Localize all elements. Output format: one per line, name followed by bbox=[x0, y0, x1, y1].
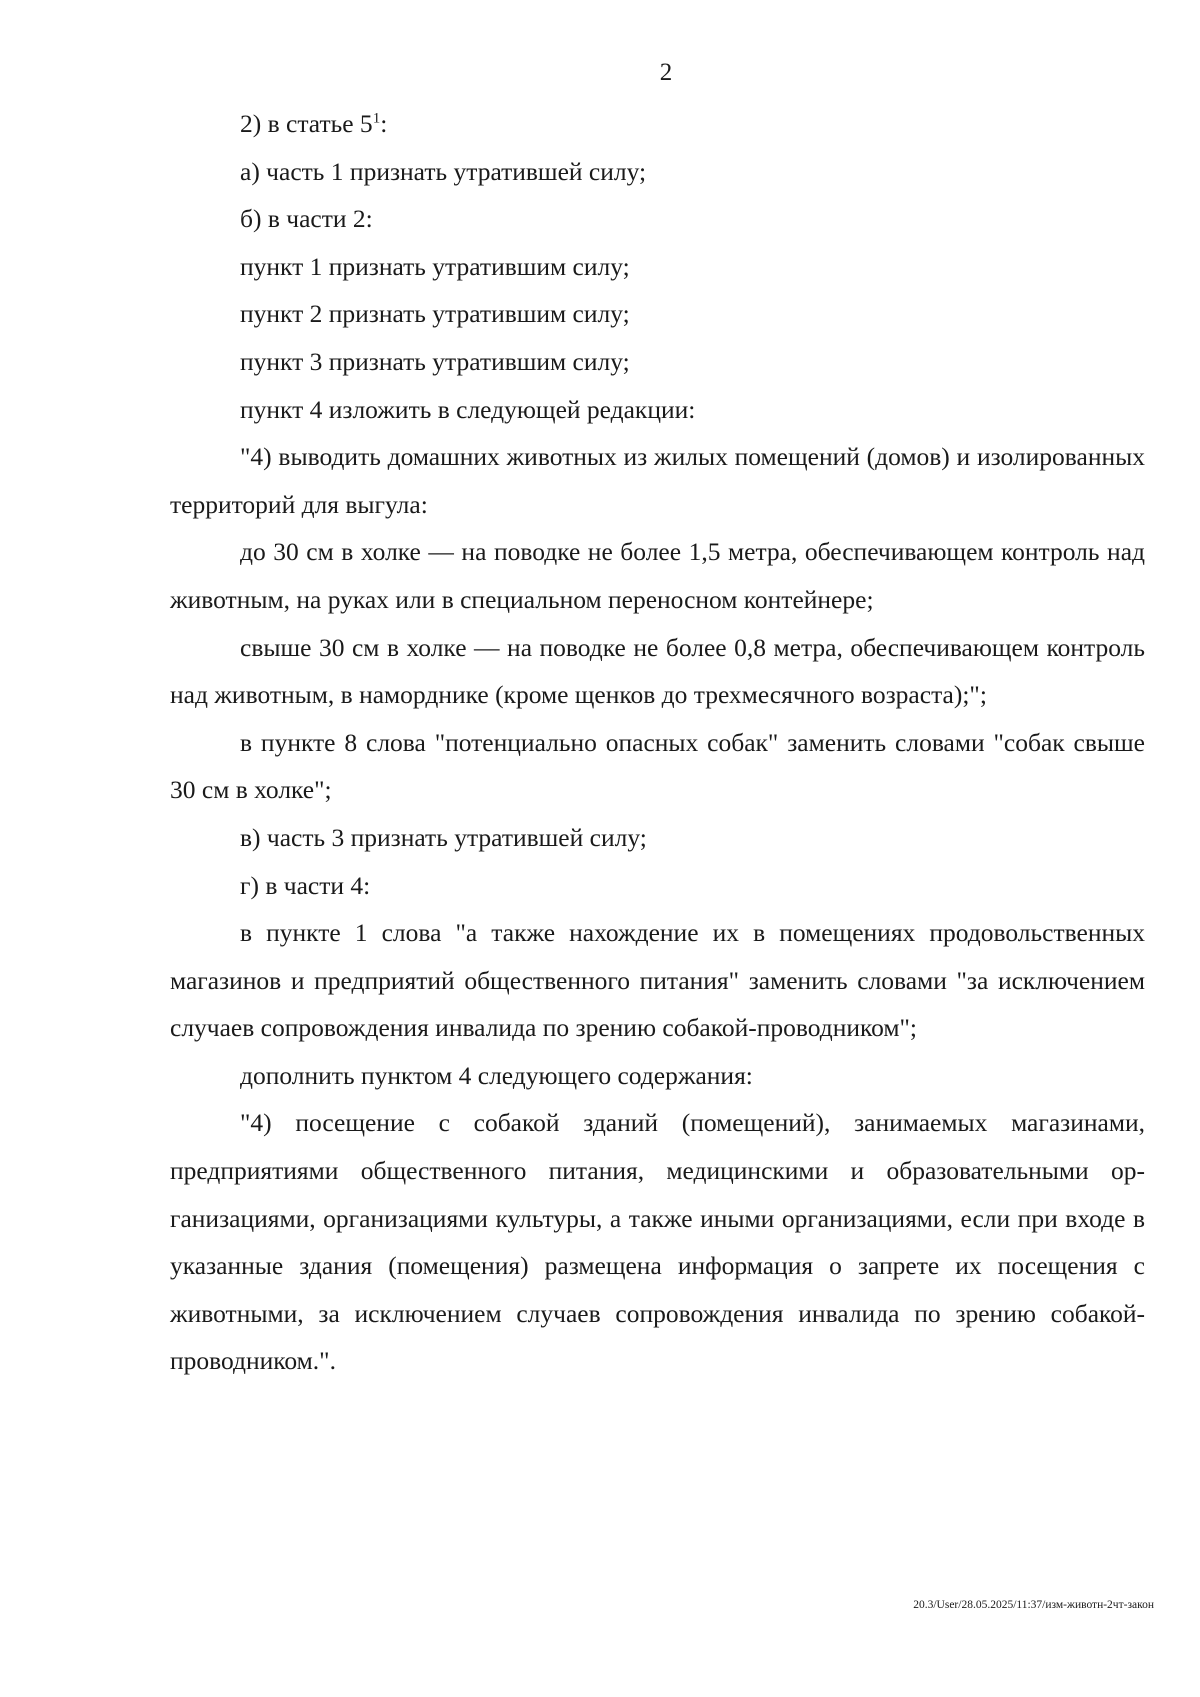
superscript-index: 1 bbox=[372, 110, 381, 127]
paragraph-item-4-text: "4) выводить домашних животных из жилых помещений (домов) и изолированных территорий для выгула: bbox=[170, 442, 1145, 519]
paragraph-item-3: пункт 3 признать утратившим силу; bbox=[240, 346, 630, 376]
paragraph-item-1: пункт 1 признать утратившим силу; bbox=[240, 251, 630, 281]
paragraph-tail: : bbox=[380, 109, 388, 138]
paragraph-under-30cm: до 30 см в холке — на поводке не более 1,5 метра, обеспечивающем контроль над животным, на руках или в специальном переносном контейнере; bbox=[170, 537, 1145, 614]
paragraph-item-8: в пункте 8 слова "потенциально опасных собак" заменить словами "собак свыше 30 см в холке"; bbox=[170, 727, 1145, 805]
paragraph-part-2: б) в части 2: bbox=[240, 204, 373, 234]
paragraph-over-30cm: свыше 30 см в холке — на поводке не более 0,8 метра, обеспечивающем контроль над животным, в наморднике (кроме щенков до трехмесячного возраста);"; bbox=[170, 632, 1145, 710]
paragraph-text: 2) в статье 5 bbox=[240, 109, 373, 138]
paragraph-article-5-1 bbox=[170, 100, 1145, 148]
paragraph-item-4: пункт 4 изложить в следующей редакции: bbox=[240, 394, 696, 424]
paragraph-add-item-4: дополнить пунктом 4 следующего содержания: bbox=[240, 1060, 753, 1090]
paragraph-part-1: а) часть 1 признать утратившей силу; bbox=[240, 156, 647, 186]
paragraph-part-3: в) часть 3 признать утратившей силу; bbox=[240, 822, 647, 852]
document-body bbox=[170, 100, 1145, 1385]
paragraph-new-item-4-text: "4) посещение с собакой зданий (помещений), занимаемых магазинами, предприятиями общественного питания, медицинскими и образовательными организациями, организациями культуры, а также иными организациями, если при входе в указанные здания (помещения) размещена информация о запрете их посещения с животными, за исключением случаев сопровождения инвалида по зрению собакой-проводником.". bbox=[170, 1108, 1145, 1376]
footer-stamp: 20.3/User/28.05.2025/11:37/изм-животн-2чт-закон bbox=[913, 1599, 1154, 1611]
paragraph-part-4-item-1: в пункте 1 слова "а также нахождение их в помещениях продовольственных магазинов и предприятий общественного питания" заменить словами "за исключением случаев сопровождения инвалида по зрению собакой-проводником"; bbox=[170, 918, 1145, 1043]
paragraph-item-2: пункт 2 признать утратившим силу; bbox=[240, 299, 630, 329]
paragraph-part-4: г) в части 4: bbox=[240, 870, 371, 900]
page-number: 2 bbox=[659, 59, 673, 86]
